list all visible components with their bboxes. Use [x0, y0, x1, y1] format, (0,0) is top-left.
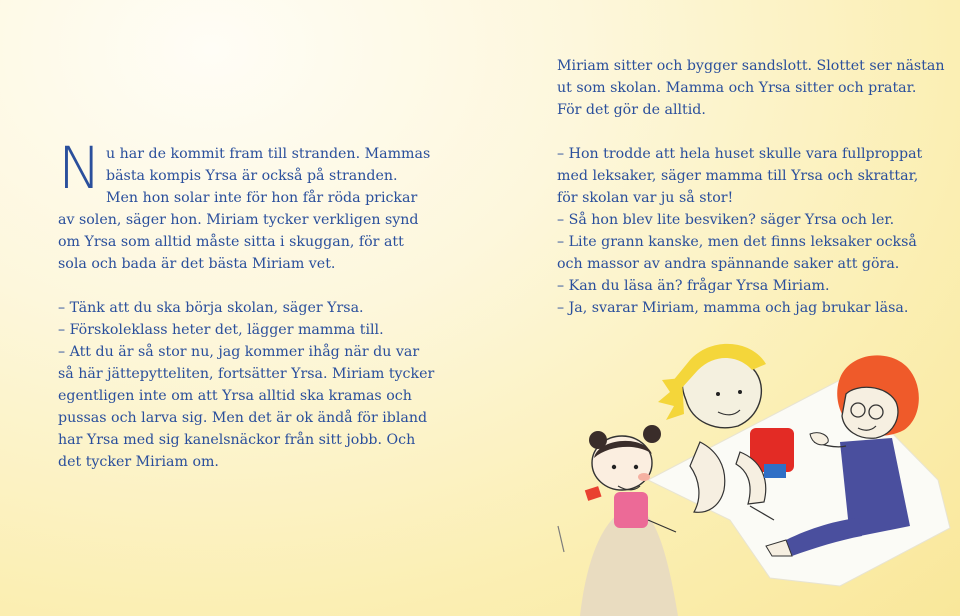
text-line: u har de kommit fram till stranden. Mammas	[106, 146, 431, 162]
text-line: för skolan var ju så stor!	[557, 190, 734, 206]
drop-cap: N	[58, 134, 102, 202]
text-line: ut som skolan. Mamma och Yrsa sitter och pratar.	[557, 80, 917, 96]
dialogue-line: – Att du är så stor nu, jag kommer ihåg när du var	[58, 344, 420, 360]
text-line: så här jättepytteliten, fortsätter Yrsa. Miriam tycker	[58, 366, 435, 382]
right-page-text	[557, 55, 945, 319]
text-line: och massor av andra spännande saker att göra.	[557, 256, 900, 272]
text-line: det tycker Miriam om.	[58, 454, 219, 470]
dialogue-line: – Tänk att du ska börja skolan, säger Yrsa.	[58, 300, 364, 316]
dialogue-line: – Förskoleklass heter det, lägger mamma till.	[58, 322, 384, 338]
text-line: med leksaker, säger mamma till Yrsa och skrattar,	[557, 168, 919, 184]
text-line: sola och bada är det bästa Miriam vet.	[58, 256, 336, 272]
dialogue-line: – Så hon blev lite besviken? säger Yrsa och ler.	[557, 212, 895, 228]
dialogue-line: – Kan du läsa än? frågar Yrsa Miriam.	[557, 278, 830, 294]
intro-block	[58, 134, 434, 209]
text-line: av solen, säger hon. Miriam tycker verkligen synd	[58, 212, 419, 228]
bucket	[585, 486, 602, 501]
text-line: bästa kompis Yrsa är också på stranden.	[106, 168, 398, 184]
dialogue-line: – Lite grann kanske, men det finns leksaker också	[557, 234, 917, 250]
text-line: egentligen inte om att Yrsa alltid ska kramas och	[58, 388, 412, 404]
spade	[558, 526, 564, 552]
dialogue-line: – Ja, svarar Miriam, mamma och jag brukar läsa.	[557, 300, 909, 316]
left-page-text	[58, 134, 435, 473]
text-line: pussas och larva sig. Men det är ok ändå för ibland	[58, 410, 428, 426]
text-line: har Yrsa med sig kanelsnäckor från sitt jobb. Och	[58, 432, 416, 448]
text-line: Miriam sitter och bygger sandslott. Slottet ser nästan	[557, 58, 945, 74]
text-line: Men hon solar inte för hon får röda prickar	[106, 190, 418, 206]
dialogue-line: – Hon trodde att hela huset skulle vara fullproppat	[557, 146, 923, 162]
beach-illustration	[540, 330, 960, 616]
text-line: om Yrsa som alltid måste sitta i skuggan, för att	[58, 234, 404, 250]
text-line: För det gör de alltid.	[557, 102, 706, 118]
